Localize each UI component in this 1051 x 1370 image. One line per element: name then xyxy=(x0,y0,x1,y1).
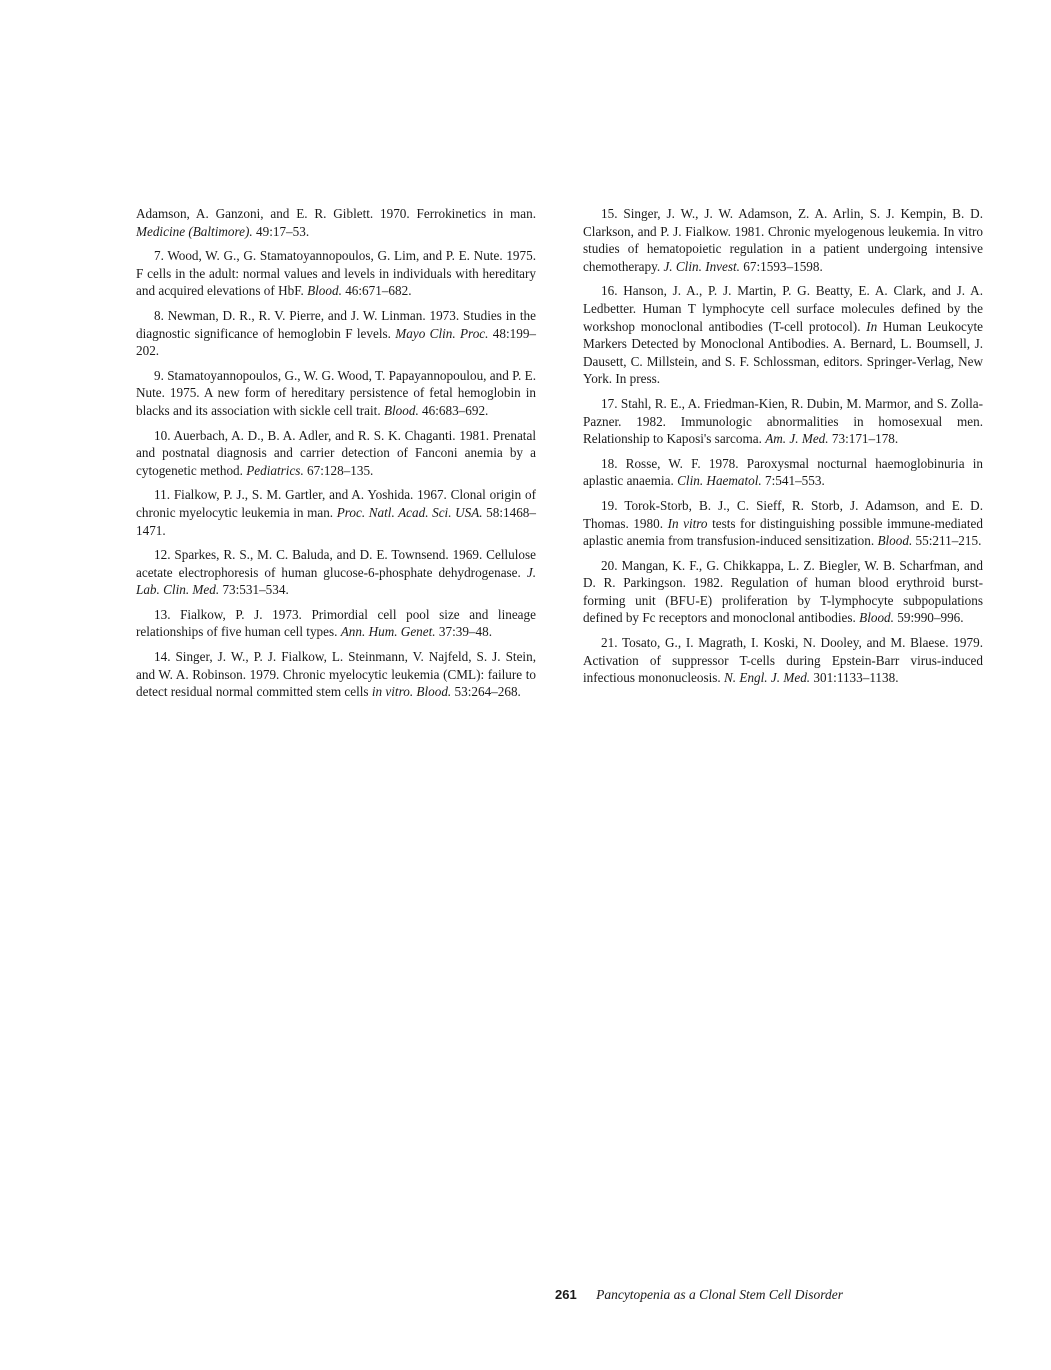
reference-italic-text: Pediatrics. xyxy=(246,462,304,478)
reference-entry xyxy=(136,546,536,599)
reference-text: Adamson, A. Ganzoni, and E. R. Giblett. 1970. Ferrokinetics in man. xyxy=(136,206,536,221)
reference-italic-text: In xyxy=(866,318,878,334)
reference-italic-text: J. Clin. Invest. xyxy=(663,258,740,274)
reference-text: 48:199–202. xyxy=(136,325,537,359)
reference-text: 13. Fialkow, P. J. 1973. Primordial cell pool size and lineage relationships of five human cell types. xyxy=(136,606,536,640)
reference-italic-text: Medicine (Baltimore). xyxy=(136,223,253,239)
reference-column-right xyxy=(583,205,983,694)
reference-text: tests for distinguishing possible immune-mediated aplastic anemia from transfusion-induced sensitization. xyxy=(583,515,983,549)
reference-entry xyxy=(136,307,536,360)
reference-text: 15. Singer, J. W., J. W. Adamson, Z. A. Arlin, S. J. Kempin, B. D. Clarkson, and P. J. Fialkow. 1981. Chronic myelogenous leukemia. In vitro studies of hematopoietic regulation in a patient undergoing intensive chemotherapy. xyxy=(583,206,983,274)
reference-column-left xyxy=(136,205,536,708)
reference-entry xyxy=(136,606,536,641)
reference-entry xyxy=(136,205,536,240)
reference-text: 67:128–135. xyxy=(303,462,374,478)
reference-text: Human Leukocyte Markers Detected by Monoclonal Antibodies. A. Bernard, L. Boumsell, J. Dausett, C. Millstein, and S. F. Schlossman, editors. Springer-Verlag, New York. In press. xyxy=(583,318,984,387)
reference-text: 17. Stahl, R. E., A. Friedman-Kien, R. Dubin, M. Marmor, and S. Zolla-Pazner. 1982. Immunologic abnormalities in homosexual men. Relationship to Kaposi's sarcoma. xyxy=(583,395,983,447)
running-title: Pancytopenia as a Clonal Stem Cell Disorder xyxy=(596,1287,844,1302)
reference-text: 59:990–996. xyxy=(893,610,964,626)
reference-text: 58:1468–1471. xyxy=(136,504,536,538)
reference-text: 46:671–682. xyxy=(341,283,412,299)
reference-text: 73:531–534. xyxy=(219,582,289,598)
reference-italic-text: Ann. Hum. Genet. xyxy=(340,624,436,640)
page-footer xyxy=(555,1287,843,1303)
reference-italic-text: Blood. xyxy=(307,283,342,299)
reference-text: 12. Sparkes, R. S., M. C. Baluda, and D. E. Townsend. 1969. Cellulose acetate electrophoresis of human glucose-6-phosphate dehydrogenase. xyxy=(136,547,536,580)
reference-text: 7. Wood, W. G., G. Stamatoyannopoulos, G. Lim, and P. E. Nute. 1975. F cells in the adult: normal values and levels in individuals with hereditary and acquired elevations of HbF. xyxy=(136,248,536,299)
reference-text: 18. Rosse, W. F. 1978. Paroxysmal nocturnal haemoglobinuria in aplastic anaemia. xyxy=(583,455,983,489)
reference-entry xyxy=(583,634,983,687)
reference-entry xyxy=(583,282,983,388)
reference-entry xyxy=(136,367,536,420)
reference-italic-text: Blood. xyxy=(859,610,894,626)
reference-text: 19. Torok-Storb, B. J., C. Sieff, R. Storb, J. Adamson, and E. D. Thomas. 1980. xyxy=(583,497,983,531)
reference-text: 9. Stamatoyannopoulos, G., W. G. Wood, T. Papayannopoulou, and P. E. Nute. 1975. A new form of hereditary persistence of fetal hemoglobin in blacks and its association with sickle cell trait. xyxy=(136,367,536,418)
reference-text: 10. Auerbach, A. D., B. A. Adler, and R. S. K. Chaganti. 1981. Prenatal and postnatal diagnosis and carrier detection of Fanconi anemia by a cytogenetic method. xyxy=(136,427,536,478)
reference-italic-text: J. Lab. Clin. Med. xyxy=(136,564,536,598)
reference-italic-text: Blood. xyxy=(416,684,452,700)
reference-entry xyxy=(136,247,536,300)
reference-text: 11. Fialkow, P. J., S. M. Gartler, and A. Yoshida. 1967. Clonal origin of chronic myelocytic leukemia in man. xyxy=(136,487,536,520)
reference-italic-text: Proc. Natl. Acad. Sci. USA. xyxy=(336,504,483,520)
reference-text: 53:264–268. xyxy=(451,684,521,700)
reference-text: 16. Hanson, J. A., P. J. Martin, P. G. Beatty, E. A. Clark, and J. A. Ledbetter. Human T lymphocyte cell surface molecules defined by the workshop monoclonal antibodies (T-cell protocol). xyxy=(583,283,983,334)
reference-entry xyxy=(583,395,983,448)
reference-text: 55:211–215. xyxy=(912,533,982,549)
reference-italic-text: In vitro xyxy=(667,515,708,531)
reference-italic-text: Clin. Haematol. xyxy=(677,473,762,489)
reference-italic-text: Blood. xyxy=(877,533,913,549)
reference-entry xyxy=(136,427,536,480)
reference-italic-text: N. Engl. J. Med. xyxy=(724,670,811,686)
reference-text: 8. Newman, D. R., R. V. Pierre, and J. W. Linman. 1973. Studies in the diagnostic significance of hemoglobin F levels. xyxy=(136,307,536,341)
reference-text: 21. Tosato, G., I. Magrath, I. Koski, N. Dooley, and M. Blaese. 1979. Activation of suppressor T-cells during Epstein-Barr virus-induced infectious mononucleosis. xyxy=(583,635,983,686)
reference-text: 7:541–553. xyxy=(761,473,825,489)
reference-text: 301:1133–1138. xyxy=(810,670,899,686)
reference-text: 49:17–53. xyxy=(252,223,310,239)
reference-entry xyxy=(583,205,983,275)
reference-text: 14. Singer, J. W., P. J. Fialkow, L. Steinmann, V. Najfeld, S. J. Stein, and W. A. Robinson. 1979. Chronic myelocytic leukemia (CML): failure to detect residual normal committed stem cells xyxy=(136,649,536,700)
reference-italic-text: Blood. xyxy=(383,402,419,418)
reference-text: 73:171–178. xyxy=(828,431,899,447)
page-number: 261 xyxy=(555,1287,577,1302)
reference-text: 37:39–48. xyxy=(435,624,493,640)
reference-entry xyxy=(583,557,983,627)
reference-italic-text: in vitro. xyxy=(371,684,414,700)
reference-entry xyxy=(136,486,536,539)
reference-text: 20. Mangan, K. F., G. Chikkappa, L. Z. Biegler, W. B. Scharfman, and D. R. Parkingson. 1982. Regulation of human blood erythroid burst-forming unit (BFU-E) proliferation by T-lymphocyte subpopulations defined by Fc receptors and monoclonal antibodies. xyxy=(583,557,983,626)
reference-entry xyxy=(136,648,536,701)
reference-text: 46:683–692. xyxy=(418,402,489,418)
reference-text: 67:1593–1598. xyxy=(739,258,823,274)
reference-italic-text: Am. J. Med. xyxy=(765,431,829,447)
reference-entry xyxy=(583,455,983,490)
reference-italic-text: Mayo Clin. Proc. xyxy=(395,325,489,341)
reference-entry xyxy=(583,497,983,550)
